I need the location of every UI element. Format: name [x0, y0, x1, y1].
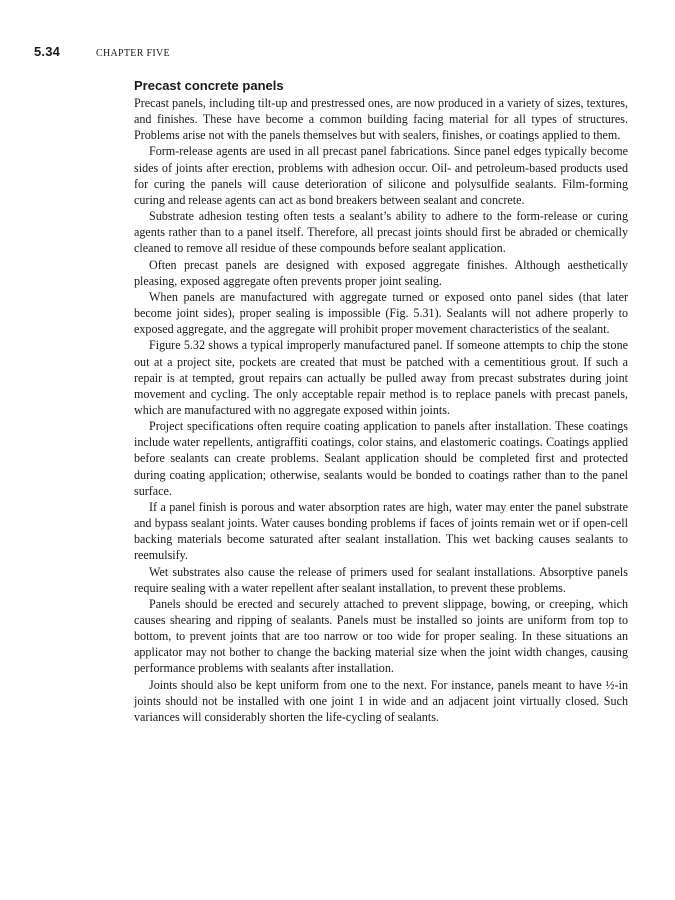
paragraph: If a panel finish is porous and water absorption rates are high, water may enter the panel substrate and bypass sealant joints. Water causes bonding problems if faces of joints remain wet or if open-cell backing materials become saturated after sealant installation. This wet backing causes sealants to reemulsify.: [134, 499, 628, 563]
paragraph: Joints should also be kept uniform from one to the next. For instance, panels meant to have ½-in joints should not be installed with one joint 1 in wide and an adjacent joint virtually closed. Such variances will considerably shorten the life-cycling of sealants.: [134, 677, 628, 724]
running-head: [34, 44, 170, 60]
paragraph: Wet substrates also cause the release of primers used for sealant installations. Absorptive panels require sealing with a water repellent after sealant installation, to prevent these problems.: [134, 564, 628, 595]
paragraph: Substrate adhesion testing often tests a sealant’s ability to adhere to the form-release or curing agents rather than to a panel itself. Therefore, all precast joints should first be abraded or chemically cleaned to remove all residue of these compounds before sealant application.: [134, 209, 628, 256]
paragraph: Project specifications often require coating application to panels after installation. These coatings include water repellents, antigraffiti coatings, color stains, and elastomeric coatings. Coatings applied before sealants can create problems. Sealant application should be completed first and protected during coating application; otherwise, sealants would be bonded to coatings rather than to the panel surface.: [134, 419, 628, 498]
section-heading: Precast concrete panels: [134, 78, 284, 93]
chapter-label: CHAPTER FIVE: [96, 48, 170, 59]
paragraph: Precast panels, including tilt-up and prestressed ones, are now produced in a variety of sizes, textures, and finishes. These have become a common building facing material for all types of structures. Problems arise not with the panels themselves but with sealers, finishes, or coatings applied to them.: [134, 96, 628, 143]
paragraph: Often precast panels are designed with exposed aggregate finishes. Although aesthetically pleasing, exposed aggregate often prevents proper joint sealing.: [134, 257, 628, 288]
paragraph: When panels are manufactured with aggregate turned or exposed onto panel sides (that later become joint sides), proper sealing is impossible (Fig. 5.31). Sealants will not adhere properly to exposed aggregate, and the aggregate will prohibit proper movement characteristics of the sealant.: [134, 289, 628, 337]
paragraph: Figure 5.32 shows a typical improperly manufactured panel. If someone attempts to chip the stone out at a project site, pockets are created that must be patched with a cementitious grout. If such a repair is at tempted, grout repairs can actually be pulled away from precast substrates during joint movement and cycling. The only acceptable repair method is to replace panels with precast panels, which are manufactured with no aggregate exposed within joints.: [134, 338, 628, 417]
paragraph: Panels should be erected and securely attached to prevent slippage, bowing, or creeping, which causes shearing and ripping of sealants. Panels must be installed so joints are uniform from top to bottom, to prevent joints that are too narrow or too wide for proper sealing. In these situations an applicator may not bother to change the backing material size when the joint width changes, causing performance problems with sealants after installation.: [134, 596, 628, 676]
section-body: [134, 77, 628, 725]
page-number: 5.34: [34, 44, 61, 59]
paragraph: Form-release agents are used in all precast panel fabrications. Since panel edges typically become sides of joints after erection, problems with adhesion occur. Oil- and petroleum-based products used for curing the panels will cause deterioration of silicone and polysulfide sealants. Film-forming curing and release agents can act as bond breakers between sealant and concrete.: [134, 144, 628, 207]
